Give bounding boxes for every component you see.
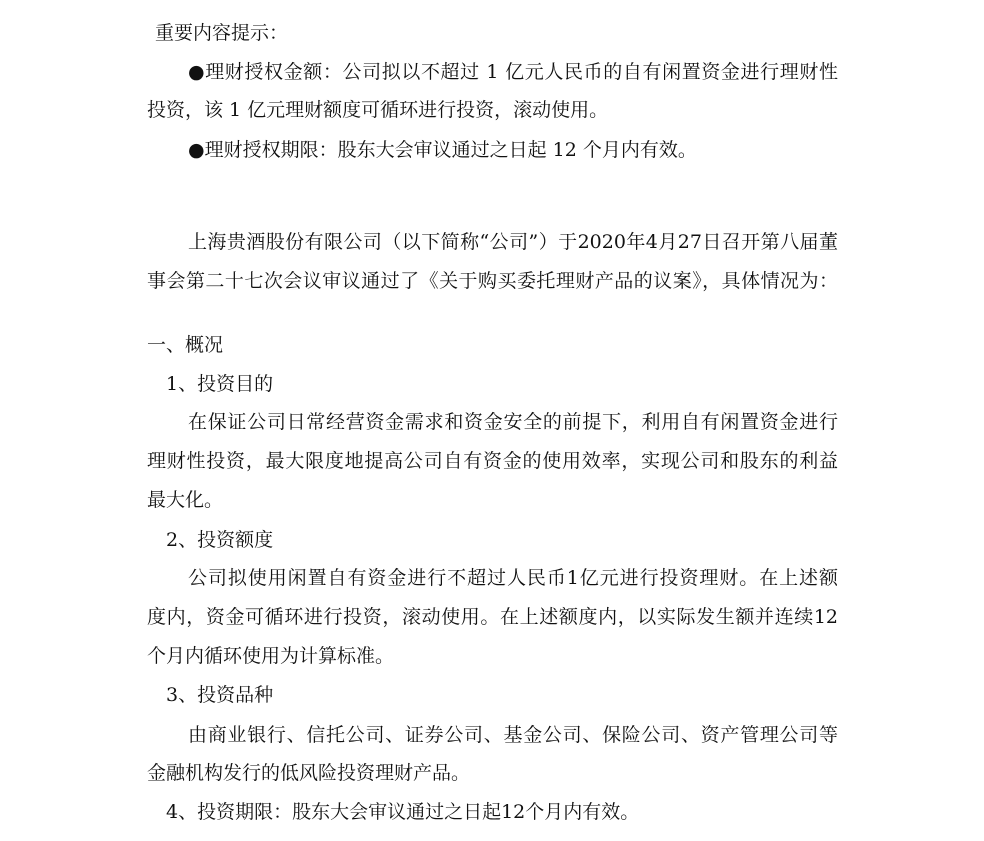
paragraph-line: 最大化。 xyxy=(147,489,224,511)
paragraph-line: 公司拟使用闲置自有资金进行不超过人民币1亿元进行投资理财。在上述额 xyxy=(188,567,838,589)
paragraph-line: 度内，资金可循环进行投资，滚动使用。在上述额度内，以实际发生额并连续12 xyxy=(147,606,838,628)
paragraph-line: ●理财授权金额：公司拟以不超过 1 亿元人民币的自有闲置资金进行理财性 xyxy=(188,61,838,83)
subheading: 3、投资品种 xyxy=(166,684,274,706)
paragraph-line: 个月内循环使用为计算标准。 xyxy=(147,645,395,667)
paragraph-line: 金融机构发行的低风险投资理财产品。 xyxy=(147,762,471,784)
section-heading-key-points: 重要内容提示： xyxy=(155,22,289,44)
paragraph-line: ●理财授权期限：股东大会审议通过之日起 12 个月内有效。 xyxy=(188,139,697,161)
paragraph-line: 投资，该 1 亿元理财额度可循环进行投资，滚动使用。 xyxy=(147,99,609,121)
paragraph-line: 事会第二十七次会议审议通过了《关于购买委托理财产品的议案》，具体情况为： xyxy=(147,270,838,292)
subheading: 2、投资额度 xyxy=(166,529,274,551)
paragraph-line: 上海贵酒股份有限公司（以下简称“公司”）于2020年4月27日召开第八届董 xyxy=(188,231,838,253)
paragraph-line: 在保证公司日常经营资金需求和资金安全的前提下，利用自有闲置资金进行 xyxy=(188,411,838,433)
paragraph-line: 由商业银行、信托公司、证券公司、基金公司、保险公司、资产管理公司等 xyxy=(188,724,838,746)
section-heading-overview: 一、概况 xyxy=(147,334,224,356)
subheading: 1、投资目的 xyxy=(166,373,274,395)
subheading: 4、投资期限：股东大会审议通过之日起12个月内有效。 xyxy=(166,801,640,823)
paragraph-line: 理财性投资，最大限度地提高公司自有资金的使用效率，实现公司和股东的利益 xyxy=(147,450,838,472)
